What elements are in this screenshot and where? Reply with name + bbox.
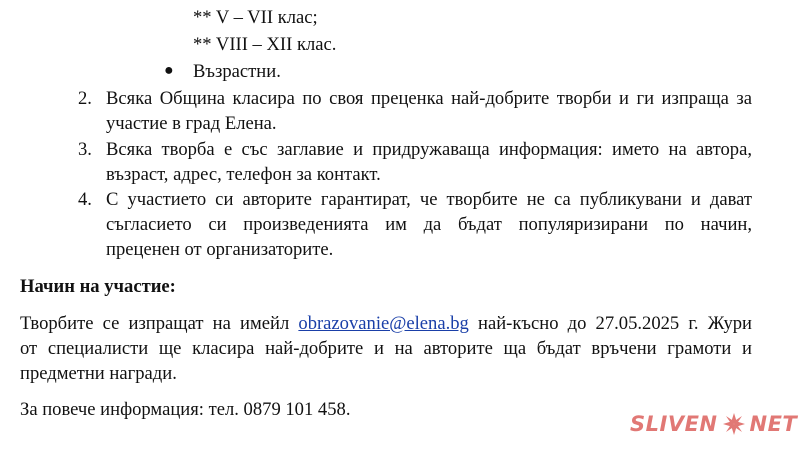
list-item-line: Всяка Община класира по своя преценка най-добрите творби и ги изпраща за (106, 88, 752, 109)
sub-item-grades-8-12: ** VIII – XII клас. (193, 34, 337, 55)
contact-info: За повече информация: тел. 0879 101 458. (20, 399, 351, 420)
list-number: 3. (78, 139, 92, 160)
bullet-dot: ● (164, 62, 174, 79)
sub-item-grades-5-7: ** V – VII клас; (193, 7, 318, 28)
list-item-line: съгласието си произведенията им да бъдат популяризирани по начин, (106, 214, 752, 235)
list-item-line: възраст, адрес, телефон за контакт. (106, 164, 381, 185)
email-link[interactable]: obrazovanie@elena.bg (298, 313, 469, 334)
watermark-right-text: NET (749, 412, 798, 436)
section-heading: Начин на участие: (20, 276, 176, 297)
participation-line-1 (20, 312, 752, 336)
participation-suffix: най-късно до 27.05.2025 г. Жури (468, 313, 753, 334)
list-item-line: Всяка творба е със заглавие и придружаваща информация: името на автора, (106, 139, 752, 160)
list-item-line: преценен от организаторите. (106, 239, 334, 260)
participation-line-3: предметни награди. (20, 363, 177, 384)
participation-prefix: Творбите се изпращат на имейл (20, 313, 299, 334)
list-number: 4. (78, 189, 92, 210)
list-item-line: участие в град Елена. (106, 113, 277, 134)
watermark-logo (630, 409, 797, 439)
watermark-left-text: SLIVEN (630, 412, 718, 436)
participation-line-2: от специалисти ще класира най-добрите и на авторите ща бъдат връчени грамоти и (20, 338, 752, 359)
bullet-item-adults: Възрастни. (193, 61, 281, 82)
snowflake-star-icon (722, 412, 746, 436)
list-item-line: С участието си авторите гарантират, че творбите не са публикувани и дават (106, 189, 752, 210)
list-number: 2. (78, 88, 92, 109)
